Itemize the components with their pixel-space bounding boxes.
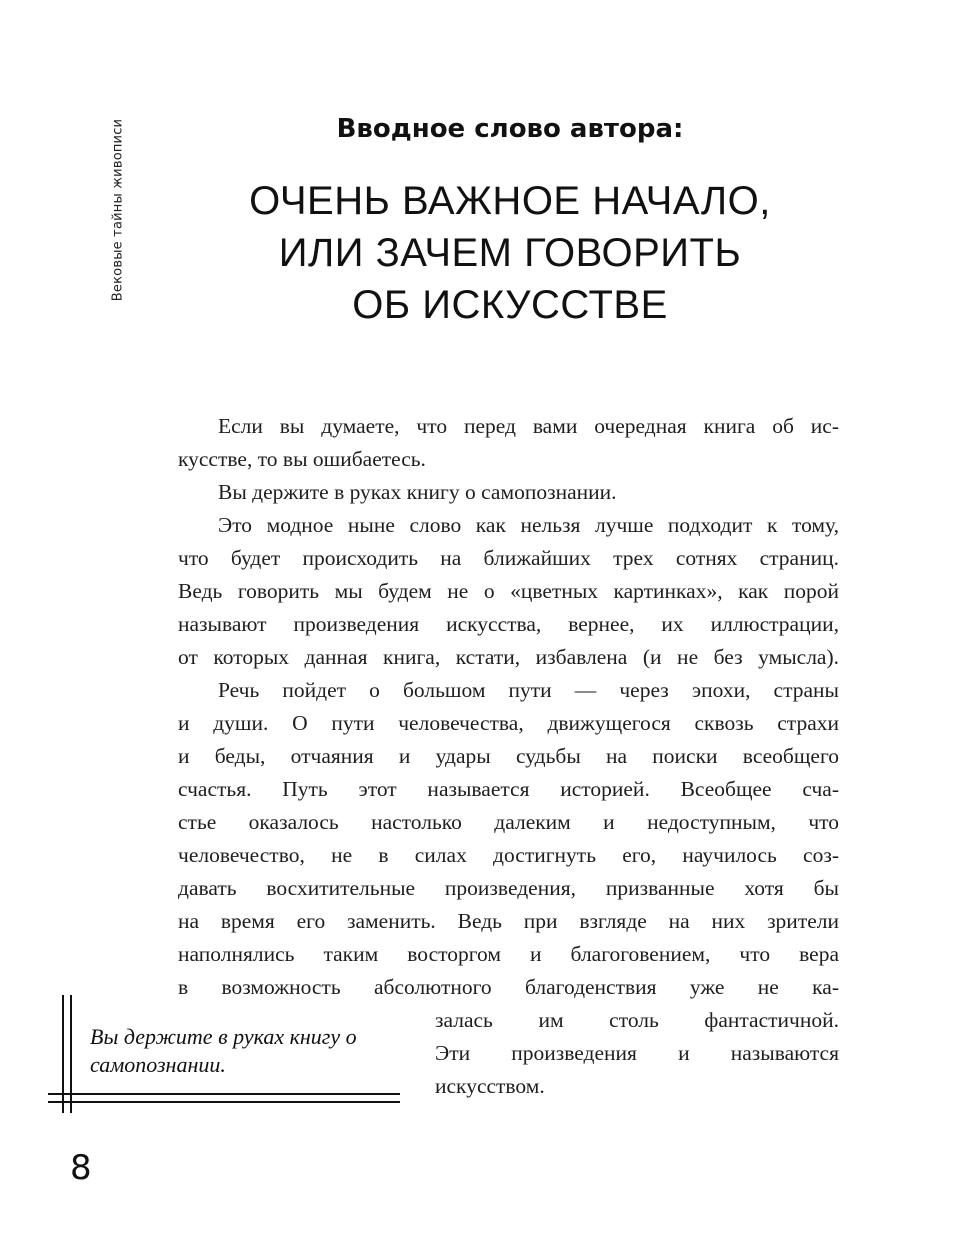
- body-line: счастья. Путь этот называется историей. Всеобщее сча-: [178, 777, 839, 801]
- body-line: Вы держите в руках книгу о самопознании.: [218, 480, 617, 504]
- body-line: называют произведения искусства, вернее, их иллюстрации,: [178, 612, 839, 636]
- body-line: Эти произведения и называются: [435, 1041, 839, 1065]
- page-number: 8: [70, 1148, 92, 1188]
- frame-line-horizontal: [48, 1101, 400, 1103]
- pull-quote: Вы держите в руках книгу о самопознании.: [90, 1024, 357, 1077]
- body-line: и беды, отчаяния и удары судьбы на поиски всеобщего: [178, 744, 839, 768]
- body-line: что будет происходить на ближайших трех сотнях страниц.: [178, 546, 839, 570]
- body-line: человечество, не в силах достигнуть его, научилось соз-: [178, 843, 839, 867]
- body-line: и души. О пути человечества, движущегося сквозь страхи: [178, 711, 839, 735]
- chapter-title-line: ИЛИ ЗАЧЕМ ГОВОРИТЬ: [278, 231, 742, 275]
- body-line: кусстве, то вы ошибаетесь.: [178, 447, 426, 471]
- body-line: залась им столь фантастичной.: [435, 1008, 839, 1032]
- chapter-title-line: ОЧЕНЬ ВАЖНОЕ НАЧАЛО,: [249, 179, 771, 223]
- body-text: [178, 410, 839, 1103]
- chapter-title-line: ОБ ИСКУССТВЕ: [352, 283, 668, 327]
- body-line: Ведь говорить мы будем не о «цветных картинках», как порой: [178, 579, 839, 603]
- chapter-subtitle: Вводное слово автора:: [336, 114, 684, 144]
- body-line: Речь пойдет о большом пути — через эпохи, страны: [218, 678, 839, 702]
- chapter-title: [180, 175, 840, 331]
- frame-line-horizontal: [48, 1093, 400, 1095]
- body-line: давать восхитительные произведения, призванные хотя бы: [178, 876, 839, 900]
- frame-line-vertical: [62, 995, 64, 1113]
- body-line: стье оказалось настолько далеким и недоступным, что: [178, 810, 839, 834]
- running-head: Вековые тайны живописи: [110, 118, 126, 302]
- body-line: Если вы думаете, что перед вами очередная книга об ис-: [218, 414, 839, 438]
- body-line: в возможность абсолютного благоденствия уже не ка-: [178, 975, 839, 999]
- body-line: искусством.: [435, 1074, 545, 1098]
- body-line: от которых данная книга, кстати, избавлена (и не без умысла).: [178, 645, 839, 669]
- body-line: Это модное ныне слово как нельзя лучше подходит к тому,: [218, 513, 839, 537]
- body-line: на время его заменить. Ведь при взгляде на них зрители: [178, 909, 839, 933]
- body-line: наполнялись таким восторгом и благоговением, что вера: [178, 942, 839, 966]
- frame-line-vertical: [70, 995, 72, 1113]
